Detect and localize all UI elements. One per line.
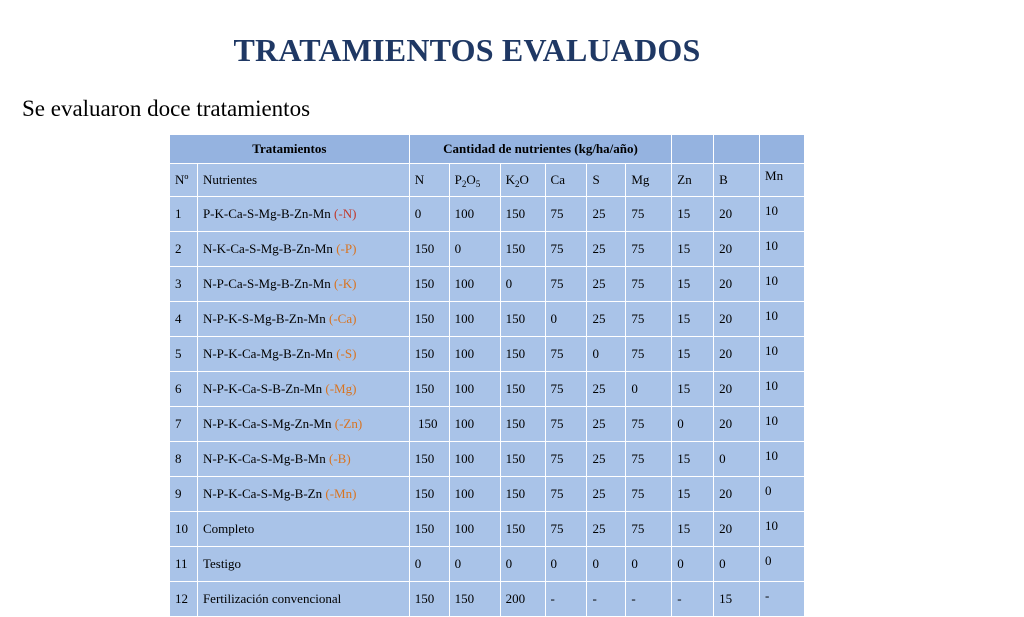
table-row xyxy=(170,512,805,547)
cell-zn: - xyxy=(672,582,714,617)
cell-ca: 75 xyxy=(545,407,587,442)
cell-s: 25 xyxy=(587,442,626,477)
cell-ca: 0 xyxy=(545,302,587,337)
cell-zn: 0 xyxy=(672,407,714,442)
cell-no: 6 xyxy=(170,372,198,407)
cell-no: 10 xyxy=(170,512,198,547)
treatments-table xyxy=(169,134,805,617)
cell-nutrientes xyxy=(197,337,409,372)
nutrient-list: Completo xyxy=(202,521,255,536)
cell-k: 0 xyxy=(500,547,545,582)
cell-mg: 0 xyxy=(626,547,672,582)
omitted-nutrient-tag: (-N) xyxy=(334,206,357,221)
cell-k: 150 xyxy=(500,337,545,372)
cell-s: 25 xyxy=(587,477,626,512)
cell-mg: 75 xyxy=(626,197,672,232)
cell-zn: 15 xyxy=(672,512,714,547)
cell-n: 150 xyxy=(409,232,449,267)
col-header-ca: Ca xyxy=(545,164,587,197)
cell-k: 150 xyxy=(500,197,545,232)
cell-s: 25 xyxy=(587,302,626,337)
omitted-nutrient-tag: (-Mn) xyxy=(325,486,357,501)
cell-ca: 0 xyxy=(545,547,587,582)
nutrient-list: Fertilización convencional xyxy=(202,591,342,606)
cell-p: 150 xyxy=(449,582,500,617)
cell-zn: 15 xyxy=(672,477,714,512)
cell-k: 150 xyxy=(500,442,545,477)
cell-p: 0 xyxy=(449,547,500,582)
nutrient-list: N-K-Ca-S-Mg-B-Zn-Mn xyxy=(202,241,337,256)
table-row xyxy=(170,302,805,337)
table-row xyxy=(170,582,805,617)
cell-nutrientes xyxy=(197,582,409,617)
cell-zn: 15 xyxy=(672,442,714,477)
col-header-b: B xyxy=(714,164,760,197)
nutrient-list: N-P-Ca-S-Mg-B-Zn-Mn xyxy=(202,276,335,291)
cell-zn: 15 xyxy=(672,372,714,407)
cell-nutrientes xyxy=(197,197,409,232)
cell-nutrientes xyxy=(197,372,409,407)
cell-mn: 10 xyxy=(760,442,805,477)
cell-s: - xyxy=(587,582,626,617)
header-empty-cell xyxy=(714,135,760,164)
cell-no: 5 xyxy=(170,337,198,372)
column-header-row xyxy=(170,164,805,197)
cell-mn: 0 xyxy=(760,547,805,582)
cell-mg: 75 xyxy=(626,302,672,337)
col-header-k2o: $K_2O$ xyxy=(500,164,545,197)
cell-zn: 15 xyxy=(672,302,714,337)
nutrient-list: N-P-K-Ca-S-Mg-Zn-Mn xyxy=(202,416,335,431)
cell-mg: 75 xyxy=(626,512,672,547)
col-header-s: S xyxy=(587,164,626,197)
cell-no: 8 xyxy=(170,442,198,477)
cell-no: 4 xyxy=(170,302,198,337)
col-header-n: N xyxy=(409,164,449,197)
cell-n: 150 xyxy=(409,442,449,477)
cell-mn: 10 xyxy=(760,232,805,267)
cell-mn: 10 xyxy=(760,302,805,337)
table-row xyxy=(170,547,805,582)
cell-mg: 0 xyxy=(626,372,672,407)
table-row xyxy=(170,407,805,442)
cell-ca: 75 xyxy=(545,337,587,372)
cell-nutrientes xyxy=(197,267,409,302)
cell-s: 0 xyxy=(587,547,626,582)
cell-p: 100 xyxy=(449,372,500,407)
cell-n: 150 xyxy=(409,267,449,302)
cell-n: 150 xyxy=(409,407,449,442)
cell-no: 7 xyxy=(170,407,198,442)
cell-mg: 75 xyxy=(626,407,672,442)
nutrient-list: N-P-K-S-Mg-B-Zn-Mn xyxy=(202,311,329,326)
cell-s: 25 xyxy=(587,407,626,442)
cell-k: 150 xyxy=(500,232,545,267)
slide-subtitle: Se evaluaron doce tratamientos xyxy=(22,96,311,121)
cell-nutrientes xyxy=(197,232,409,267)
slide-title: TRATAMIENTOS EVALUADOS xyxy=(233,32,701,68)
cell-n: 150 xyxy=(409,477,449,512)
omitted-nutrient-tag: (-B) xyxy=(328,451,351,466)
cell-n: 150 xyxy=(409,302,449,337)
cell-zn: 15 xyxy=(672,197,714,232)
cell-nutrientes xyxy=(197,442,409,477)
cell-p: 100 xyxy=(449,442,500,477)
col-header-mg: Mg xyxy=(626,164,672,197)
cell-n: 0 xyxy=(409,547,449,582)
nutrient-list: N-P-K-Ca-Mg-B-Zn-Mn xyxy=(202,346,337,361)
omitted-nutrient-tag: (-Zn) xyxy=(334,416,363,431)
cell-mn: 10 xyxy=(760,197,805,232)
cell-ca: 75 xyxy=(545,197,587,232)
cell-zn: 0 xyxy=(672,547,714,582)
cell-ca: 75 xyxy=(545,267,587,302)
table-row xyxy=(170,267,805,302)
cell-zn: 15 xyxy=(672,232,714,267)
cell-k: 150 xyxy=(500,372,545,407)
cell-ca: 75 xyxy=(545,372,587,407)
table-row xyxy=(170,442,805,477)
cell-ca: 75 xyxy=(545,477,587,512)
cell-mn: 10 xyxy=(760,512,805,547)
omitted-nutrient-tag: (-Mg) xyxy=(325,381,357,396)
col-header-mn: Mn xyxy=(760,164,805,197)
cell-s: 25 xyxy=(587,372,626,407)
cell-mg: 75 xyxy=(626,477,672,512)
nutrient-list: N-P-K-Ca-S-Mg-B-Mn xyxy=(202,451,329,466)
cell-k: 150 xyxy=(500,512,545,547)
cell-nutrientes xyxy=(197,512,409,547)
cell-b: 20 xyxy=(714,232,760,267)
cell-nutrientes xyxy=(197,302,409,337)
cell-k: 150 xyxy=(500,302,545,337)
omitted-nutrient-tag: (-S) xyxy=(336,346,357,361)
cell-n: 150 xyxy=(409,582,449,617)
cell-p: 100 xyxy=(449,197,500,232)
nutrient-list: Testigo xyxy=(202,556,242,571)
omitted-nutrient-tag: (-Ca) xyxy=(328,311,357,326)
cell-no: 9 xyxy=(170,477,198,512)
header-tratamientos: Tratamientos xyxy=(170,135,410,164)
cell-s: 25 xyxy=(587,267,626,302)
cell-p: 100 xyxy=(449,407,500,442)
cell-nutrientes xyxy=(197,547,409,582)
cell-ca: - xyxy=(545,582,587,617)
cell-b: 15 xyxy=(714,582,760,617)
cell-b: 20 xyxy=(714,512,760,547)
cell-p: 100 xyxy=(449,267,500,302)
cell-nutrientes xyxy=(197,407,409,442)
cell-mg: 75 xyxy=(626,442,672,477)
header-group-row xyxy=(170,135,805,164)
cell-b: 20 xyxy=(714,197,760,232)
cell-b: 20 xyxy=(714,337,760,372)
cell-b: 0 xyxy=(714,442,760,477)
cell-p: 100 xyxy=(449,512,500,547)
header-empty-cell xyxy=(760,135,805,164)
col-header-p2o5: $P_2O_5$ xyxy=(449,164,500,197)
cell-b: 20 xyxy=(714,407,760,442)
cell-s: 25 xyxy=(587,512,626,547)
cell-b: 20 xyxy=(714,372,760,407)
col-header-nutrientes: Nutrientes xyxy=(197,164,409,197)
cell-p: 100 xyxy=(449,337,500,372)
cell-p: 0 xyxy=(449,232,500,267)
cell-b: 20 xyxy=(714,477,760,512)
cell-mn: 10 xyxy=(760,337,805,372)
col-header-no: Nº xyxy=(170,164,198,197)
table-row xyxy=(170,337,805,372)
cell-b: 20 xyxy=(714,267,760,302)
nutrient-list: P-K-Ca-S-Mg-B-Zn-Mn xyxy=(202,206,335,221)
cell-nutrientes xyxy=(197,477,409,512)
cell-k: 200 xyxy=(500,582,545,617)
cell-n: 150 xyxy=(409,372,449,407)
cell-mn: 10 xyxy=(760,372,805,407)
table-row xyxy=(170,197,805,232)
cell-mg: - xyxy=(626,582,672,617)
cell-n: 150 xyxy=(409,512,449,547)
cell-no: 11 xyxy=(170,547,198,582)
cell-ca: 75 xyxy=(545,442,587,477)
table-row xyxy=(170,232,805,267)
cell-s: 25 xyxy=(587,232,626,267)
cell-mg: 75 xyxy=(626,337,672,372)
cell-p: 100 xyxy=(449,302,500,337)
cell-no: 2 xyxy=(170,232,198,267)
cell-k: 150 xyxy=(500,407,545,442)
omitted-nutrient-tag: (-P) xyxy=(336,241,357,256)
cell-b: 20 xyxy=(714,302,760,337)
cell-s: 0 xyxy=(587,337,626,372)
cell-zn: 15 xyxy=(672,337,714,372)
omitted-nutrient-tag: (-K) xyxy=(334,276,357,291)
header-empty-cell xyxy=(672,135,714,164)
cell-n: 150 xyxy=(409,337,449,372)
nutrient-list: N-P-K-Ca-S-B-Zn-Mn xyxy=(202,381,326,396)
cell-ca: 75 xyxy=(545,512,587,547)
cell-k: 150 xyxy=(500,477,545,512)
cell-mn: 0 xyxy=(760,477,805,512)
cell-b: 0 xyxy=(714,547,760,582)
cell-no: 1 xyxy=(170,197,198,232)
cell-s: 25 xyxy=(587,197,626,232)
cell-no: 12 xyxy=(170,582,198,617)
cell-zn: 15 xyxy=(672,267,714,302)
cell-mg: 75 xyxy=(626,232,672,267)
col-header-zn: Zn xyxy=(672,164,714,197)
table-row xyxy=(170,477,805,512)
cell-ca: 75 xyxy=(545,232,587,267)
cell-n: 0 xyxy=(409,197,449,232)
table-row xyxy=(170,372,805,407)
cell-mn: - xyxy=(760,582,805,617)
cell-mg: 75 xyxy=(626,267,672,302)
cell-k: 0 xyxy=(500,267,545,302)
nutrient-list: N-P-K-Ca-S-Mg-B-Zn xyxy=(202,486,326,501)
cell-p: 100 xyxy=(449,477,500,512)
cell-mn: 10 xyxy=(760,267,805,302)
header-cantidad-nutrientes: Cantidad de nutrientes (kg/ha/año) xyxy=(409,135,672,164)
cell-mn: 10 xyxy=(760,407,805,442)
cell-no: 3 xyxy=(170,267,198,302)
